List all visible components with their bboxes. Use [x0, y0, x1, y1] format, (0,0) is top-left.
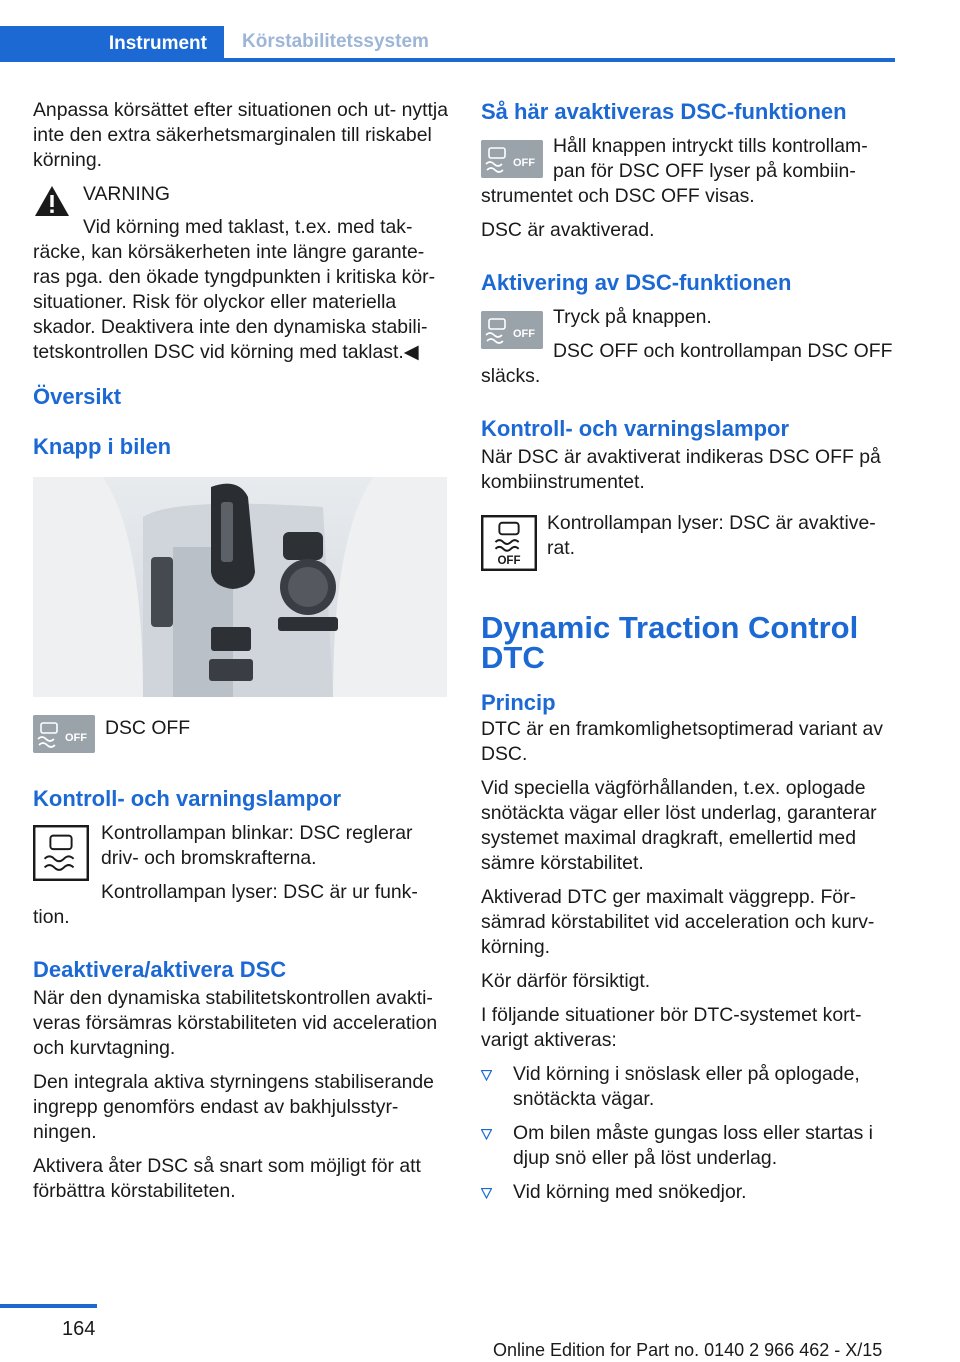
- svg-text:OFF: OFF: [65, 732, 87, 744]
- avakt-paragraph-2: DSC är avaktiverad.: [481, 219, 655, 241]
- bullet-text: Om bilen måste gungas loss eller startas i djup snö eller på löst underlag.: [513, 1122, 873, 1169]
- deakt-paragraph-3: Aktivera åter DSC så snart som möjligt för att förbättra körstabiliteten.: [33, 1155, 421, 1202]
- bullet-triangle-icon: [481, 1188, 492, 1199]
- warning-triangle-icon: [33, 184, 71, 218]
- left-column: [33, 98, 449, 1213]
- right-column: [481, 98, 897, 1214]
- bullet-text: Vid körning i snöslask eller på oplogade, snötäckta vägar.: [513, 1063, 860, 1110]
- heading-aktivering: Aktivering av DSC-funktionen: [481, 270, 792, 295]
- svg-text:OFF: OFF: [513, 328, 535, 340]
- tab-korstabilitetssystem[interactable]: Körstabilitetssystem: [242, 31, 429, 52]
- lamp-lyser-text: Kontrollampan lyser: DSC är ur funk- tion.: [33, 881, 418, 928]
- heading-avaktiveras: Så här avaktiveras DSC-funktionen: [481, 99, 847, 124]
- page-footer: [0, 1304, 960, 1362]
- bullet-triangle-icon: [481, 1129, 492, 1140]
- princip-paragraph-3: Aktiverad DTC ger maximalt väggrepp. För- sämrad körstabilitet vid acceleration och kurv- körning.: [481, 886, 875, 958]
- akt-row: [481, 305, 897, 389]
- lamp-row-right: [481, 511, 897, 571]
- akt-paragraph-2: DSC OFF och kontrollampan DSC OFF släcks.: [481, 340, 893, 387]
- heading-princip: Princip: [481, 690, 556, 715]
- bullet-text: Vid körning med snökedjor.: [513, 1181, 747, 1203]
- console-illustration: [33, 477, 447, 697]
- deakt-paragraph-2: Den integrala aktiva styrningens stabiliserande ingrepp genomförs endast av bakhjulsstyr- ningen.: [33, 1071, 434, 1143]
- warning-title: VARNING: [83, 183, 170, 205]
- svg-text:OFF: OFF: [497, 555, 521, 568]
- avakt-row: [481, 134, 897, 209]
- dsc-off-row: [33, 715, 449, 763]
- dtc-situations-list: [481, 1062, 897, 1205]
- heading-kontroll-left: Kontroll- och varningslampor: [33, 786, 342, 811]
- page-number: 164: [62, 1318, 96, 1340]
- header-tabbar: [0, 0, 895, 62]
- dsc-off-label: DSC OFF: [105, 717, 191, 739]
- svg-text:OFF: OFF: [513, 157, 535, 169]
- list-item: [481, 1180, 897, 1205]
- princip-paragraph-5: I följande situationer bör DTC-systemet kort- varigt aktiveras:: [481, 1004, 862, 1051]
- akt-paragraph-1: Tryck på knappen.: [553, 306, 712, 328]
- princip-paragraph-1: DTC är en framkomlighetsoptimerad variant av DSC.: [481, 718, 883, 765]
- list-item: [481, 1121, 897, 1171]
- list-item: [481, 1062, 897, 1112]
- dsc-off-lamp-icon: [481, 515, 537, 571]
- bullet-triangle-icon: [481, 1070, 492, 1081]
- footer-rule: [0, 1304, 97, 1308]
- lamp-row-left: [33, 821, 449, 930]
- header-rule: [0, 58, 895, 62]
- console-photo: [33, 477, 447, 697]
- warning-text: Vid körning med taklast, t.ex. med tak- räcke, kan körsäkerheten inte längre garante- ras pga. den ökade tyngdpunkten i kritiska kör- situationer. Risk för olyckor eller materiella skador. Deaktivera inte den dynamiska stabili- tetskontrollen DSC vid körning med taklast.◀: [33, 216, 436, 363]
- dsc-off-button-icon: [481, 140, 543, 178]
- heading-knapp-i-bilen: Knapp i bilen: [33, 434, 172, 459]
- heading-dtc: Dynamic Traction Control DTC: [481, 610, 859, 675]
- warning-block: [33, 182, 449, 365]
- lamp-blink-text: Kontrollampan blinkar: DSC reglerar driv- och bromskrafterna.: [101, 822, 413, 869]
- kontroll2-paragraph: När DSC är avaktiverat indikeras DSC OFF på kombiinstrumentet.: [481, 446, 881, 493]
- dsc-off-icon: [33, 715, 95, 753]
- deakt-paragraph-1: När den dynamiska stabilitetskontrollen avakti- veras försämras körstabiliteten vid acceleration och kurvtagning.: [33, 987, 438, 1059]
- avakt-paragraph-1: Håll knappen intryckt tills kontrollam- pan för DSC OFF lyser på kombiin- strumentet och DSC OFF visas.: [481, 135, 868, 207]
- dsc-lamp-icon: [33, 825, 89, 881]
- kontroll2-lamp-text: Kontrollampan lyser: DSC är avaktive- rat.: [547, 512, 876, 559]
- princip-paragraph-2: Vid speciella vägförhållanden, t.ex. oplogade snötäckta vägar eller löst underlag, garanterar systemet maximal dragkraft, emellertid med sämre körstabilitet.: [481, 777, 877, 874]
- heading-oversikt: Översikt: [33, 384, 122, 409]
- intro-paragraph: Anpassa körsättet efter situationen och ut- nyttja inte den extra säkerhetsmarginalen till riskabel körning.: [33, 99, 448, 171]
- tab-instrument[interactable]: Instrument: [0, 26, 224, 62]
- edition-note: Online Edition for Part no. 0140 2 966 462 - X/15: [493, 1340, 883, 1360]
- princip-paragraph-4: Kör därför försiktigt.: [481, 970, 651, 992]
- heading-kontroll-right: Kontroll- och varningslampor: [481, 416, 790, 441]
- dsc-on-button-icon: [481, 311, 543, 349]
- heading-deaktivera: Deaktivera/aktivera DSC: [33, 957, 287, 982]
